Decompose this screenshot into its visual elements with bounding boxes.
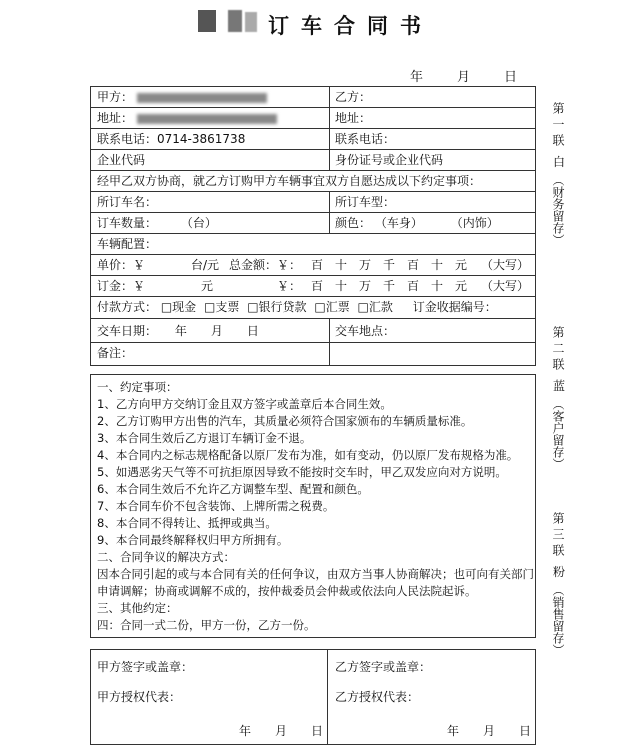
- row-deposit: [91, 276, 535, 297]
- phone-a-value: 0714-3861738: [157, 132, 246, 146]
- phone-b-cell[interactable]: [329, 129, 537, 149]
- party-a-cell[interactable]: [91, 87, 329, 107]
- color-body: （车身）: [374, 216, 423, 230]
- phone-a-label: 联系电话：: [97, 132, 158, 146]
- config-label: 车辆配置：: [97, 237, 158, 251]
- copy-2-note: （客户留存）: [551, 398, 565, 470]
- pay-option-cash[interactable]: □现金: [160, 300, 197, 314]
- pay-option-remit[interactable]: □汇款: [357, 300, 393, 314]
- copy-3-title: 第三联: [551, 512, 565, 560]
- car-name-cell[interactable]: [91, 192, 329, 212]
- party-b-sign-date: 年 月 日: [447, 724, 532, 738]
- address-a-redacted: [137, 114, 277, 124]
- term-line: 因本合同引起的或与本合同有关的任何争议，由双方当事人协商解决；也可向有关部门: [97, 567, 534, 581]
- copy-label-1: [550, 102, 568, 246]
- price-unit: 台/元: [191, 258, 220, 272]
- deposit-yen: ￥：: [277, 279, 302, 293]
- row-payment: [91, 297, 535, 319]
- row-address: [91, 108, 535, 129]
- delivery-date-value: 年 月 日: [174, 324, 259, 338]
- row-phone: [91, 129, 535, 150]
- address-b-cell[interactable]: [329, 108, 537, 128]
- car-name-label: 所订车名：: [97, 195, 158, 209]
- pay-option-check[interactable]: □支票: [204, 300, 240, 314]
- price-cell[interactable]: [91, 255, 537, 275]
- color-cell[interactable]: [329, 213, 537, 233]
- party-a-rep-label[interactable]: 甲方授权代表：: [97, 690, 182, 704]
- id-code-cell[interactable]: [329, 150, 537, 170]
- total-uppercase: （大写）: [481, 258, 530, 272]
- total-amount-units: 百 十 万 千 百 十 元: [311, 258, 468, 272]
- term-line: 9、本合同最终解释权归甲方所拥有。: [97, 533, 289, 547]
- id-code-label: 身份证号或企业代码: [335, 153, 444, 167]
- term-line: 8、本合同不得转让、抵押或典当。: [97, 516, 277, 530]
- enterprise-code-cell[interactable]: [91, 150, 329, 170]
- term-line: 一、约定事项：: [97, 380, 178, 394]
- party-a-label: 甲方：: [97, 90, 134, 104]
- remarks-label: 备注：: [97, 346, 134, 360]
- car-model-label: 所订车型：: [335, 195, 396, 209]
- payment-cell: [91, 297, 537, 318]
- row-car: [91, 192, 535, 213]
- delivery-date-label: 交车日期：: [97, 324, 158, 338]
- term-line: 三、其他约定：: [97, 601, 178, 615]
- phone-b-label: 联系电话：: [335, 132, 396, 146]
- party-a-sign-date: 年 月 日: [239, 724, 324, 738]
- party-b-sign-label[interactable]: 乙方签字或盖章：: [335, 660, 432, 674]
- copy-2-title: 第二联: [551, 326, 565, 374]
- row-remarks: [91, 343, 535, 365]
- row-config: [91, 234, 535, 255]
- total-label: 总金额：￥：: [229, 258, 302, 272]
- phone-a-cell[interactable]: [91, 129, 329, 149]
- copy-3-note: （销售留存）: [551, 584, 565, 656]
- title-area: [0, 8, 640, 38]
- address-b-label: 地址：: [335, 111, 372, 125]
- row-intro: [91, 171, 535, 192]
- deposit-amount-units: 百 十 万 千 百 十 元: [311, 279, 468, 293]
- pay-option-draft[interactable]: □汇票: [314, 300, 350, 314]
- copy-1-note: （财务留存）: [551, 174, 565, 246]
- copy-label-3: [550, 512, 568, 656]
- party-a-redacted: [137, 93, 267, 103]
- deposit-cell[interactable]: [91, 276, 537, 296]
- redacted-logo-3: [245, 12, 257, 32]
- car-qty-unit: （台）: [180, 216, 217, 230]
- redacted-logo: [198, 10, 216, 32]
- term-line: 4、本合同内之标志规格配备以原厂发布为准，如有变动，仍以原厂发布规格为准。: [97, 448, 519, 462]
- copy-2-color: 蓝: [552, 379, 565, 393]
- delivery-place-cell[interactable]: [329, 319, 537, 342]
- car-model-cell[interactable]: [329, 192, 537, 212]
- delivery-date-cell[interactable]: [91, 319, 329, 342]
- enterprise-code-label: 企业代码: [97, 153, 146, 167]
- config-cell[interactable]: [91, 234, 537, 254]
- date-line: 年 月 日: [410, 70, 520, 85]
- redacted-logo-2: [228, 10, 242, 32]
- copy-1-color: 白: [552, 155, 565, 169]
- color-label: 颜色：: [335, 216, 372, 230]
- car-qty-cell[interactable]: [91, 213, 329, 233]
- term-line: 二、合同争议的解决方式：: [97, 550, 235, 564]
- signature-box: [90, 649, 536, 745]
- term-line: 7、本合同车价不包含装饰、上牌所需之税费。: [97, 499, 335, 513]
- term-line: 3、本合同生效后乙方退订车辆订金不退。: [97, 431, 312, 445]
- party-a-sign-label[interactable]: 甲方签字或盖章：: [97, 660, 194, 674]
- address-a-cell[interactable]: [91, 108, 329, 128]
- row-parties: [91, 87, 535, 108]
- copy-label-2: [550, 326, 568, 470]
- term-line: 1、乙方向甲方交纳订金且双方签字或盖章后本合同生效。: [97, 397, 392, 411]
- color-interior: （内饰）: [450, 216, 499, 230]
- party-b-cell[interactable]: [329, 87, 537, 107]
- row-delivery: [91, 319, 535, 343]
- row-qty-color: [91, 213, 535, 234]
- party-b-label: 乙方：: [335, 90, 372, 104]
- deposit-unit: 元: [201, 279, 214, 293]
- deposit-label: 订金：￥: [97, 279, 146, 293]
- term-line: 2、乙方订购甲方出售的汽车，其质量必须符合国家颁布的车辆质量标准。: [97, 414, 473, 428]
- deposit-uppercase: （大写）: [481, 279, 530, 293]
- copy-1-title: 第一联: [551, 102, 565, 150]
- delivery-place-label: 交车地点：: [335, 324, 396, 338]
- term-line: 5、如遇恶劣天气等不可抗拒原因导致不能按时交车时，甲乙双发应向对方说明。: [97, 465, 507, 479]
- price-label: 单价：￥: [97, 258, 146, 272]
- row-price: [91, 255, 535, 276]
- order-form-table: [90, 86, 536, 366]
- remarks-cell[interactable]: [91, 343, 329, 365]
- term-line: 6、本合同生效后不允许乙方调整车型、配置和颜色。: [97, 482, 369, 496]
- row-codes: [91, 150, 535, 171]
- agreement-intro: 经甲乙双方协商，就乙方订购甲方车辆事宜双方自愿达成以下约定事项：: [97, 174, 482, 188]
- terms-box: [90, 374, 536, 638]
- address-a-label: 地址：: [97, 111, 134, 125]
- page-title: 订车合同书: [268, 14, 433, 38]
- party-b-rep-label[interactable]: 乙方授权代表：: [335, 690, 420, 704]
- pay-label: 付款方式：: [97, 300, 158, 314]
- copy-3-color: 粉: [552, 565, 565, 579]
- car-qty-label: 订车数量：: [97, 216, 158, 230]
- pay-option-loan[interactable]: □银行贷款: [247, 300, 307, 314]
- receipt-label: 订金收据编号：: [412, 300, 497, 314]
- term-line: 申请调解；协商或调解不成的，按仲裁委员会仲裁或依法向人民法院起诉。: [97, 584, 477, 598]
- term-line: 四：合同一式二份，甲方一份，乙方一份。: [97, 618, 316, 632]
